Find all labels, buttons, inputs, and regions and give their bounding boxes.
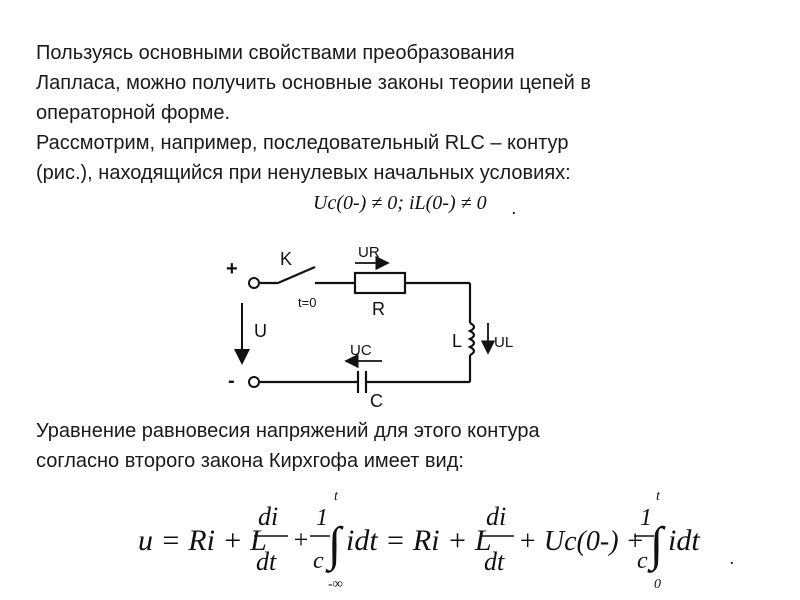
eq-int1-upper: t xyxy=(334,489,338,504)
eq-integrand2: idt xyxy=(668,524,700,557)
switch-label: K xyxy=(280,249,293,269)
initial-conditions-dot: . xyxy=(512,198,517,218)
eq-frac2-num: 1 xyxy=(316,505,328,531)
intro-line-3: операторной форме. xyxy=(36,102,231,124)
eq-int2-lower: 0 xyxy=(654,577,661,592)
rlc-circuit-diagram xyxy=(220,235,520,415)
switch-blade xyxy=(278,267,315,283)
eq-frac3-num: di xyxy=(486,502,507,531)
eq-integrand1: idt = Ri + L xyxy=(346,524,492,557)
eq-frac1-num: di xyxy=(258,502,279,531)
resistor-voltage-label: UR xyxy=(358,244,380,261)
minus-label: - xyxy=(228,370,235,392)
eq-frac3-den: dt xyxy=(484,547,505,576)
equation-dot: . xyxy=(730,548,735,568)
eq-frac1-den: dt xyxy=(256,547,277,576)
positive-terminal xyxy=(249,278,259,288)
example-line-1: Рассмотрим, например, последовательный RLC – контур xyxy=(36,132,569,154)
eq-middle: + Uc(0-) + xyxy=(518,526,645,557)
eq-int1-symbol: ∫ xyxy=(328,518,342,571)
eq-int2-symbol: ∫ xyxy=(650,518,664,571)
intro-line-1: Пользуясь основными свойствами преобразования xyxy=(36,42,515,64)
inductor-coil xyxy=(470,323,474,355)
example-paragraph xyxy=(36,128,776,188)
eq-part1: u = Ri + L xyxy=(138,524,267,557)
inductor-label: L xyxy=(452,331,463,351)
resistor-symbol xyxy=(355,273,405,293)
switch-time-label: t=0 xyxy=(298,295,317,310)
capacitor-label: C xyxy=(370,391,383,411)
eq-int2-upper: t xyxy=(656,489,660,504)
eq-frac4-den: c xyxy=(637,548,648,574)
eq-frac2-den: c xyxy=(313,548,324,574)
kirchhoff-paragraph xyxy=(36,416,776,476)
resistor-label: R xyxy=(372,299,385,319)
source-voltage-label: U xyxy=(254,321,267,341)
kirchhoff-line-1: Уравнение равновесия напряжений для этого контура xyxy=(36,420,540,442)
eq-plus1: + xyxy=(292,525,310,554)
kirchhoff-equation xyxy=(0,480,800,595)
negative-terminal xyxy=(249,377,259,387)
intro-paragraph xyxy=(36,38,776,128)
eq-int1-lower: -∞ xyxy=(328,577,343,592)
eq-frac4-num: 1 xyxy=(640,505,652,531)
capacitor-voltage-label: UC xyxy=(350,342,372,359)
inductor-voltage-label: UL xyxy=(494,334,514,351)
kirchhoff-line-2: согласно второго закона Кирхгофа имеет вид: xyxy=(36,450,464,472)
initial-conditions-formula: Uc(0-) ≠ 0; iL(0-) ≠ 0 xyxy=(313,192,487,214)
intro-line-2: Лапласа, можно получить основные законы теории цепей в xyxy=(36,72,592,94)
plus-label: + xyxy=(226,258,238,280)
example-line-2: (рис.), находящийся при ненулевых начальных условиях: xyxy=(36,162,571,184)
